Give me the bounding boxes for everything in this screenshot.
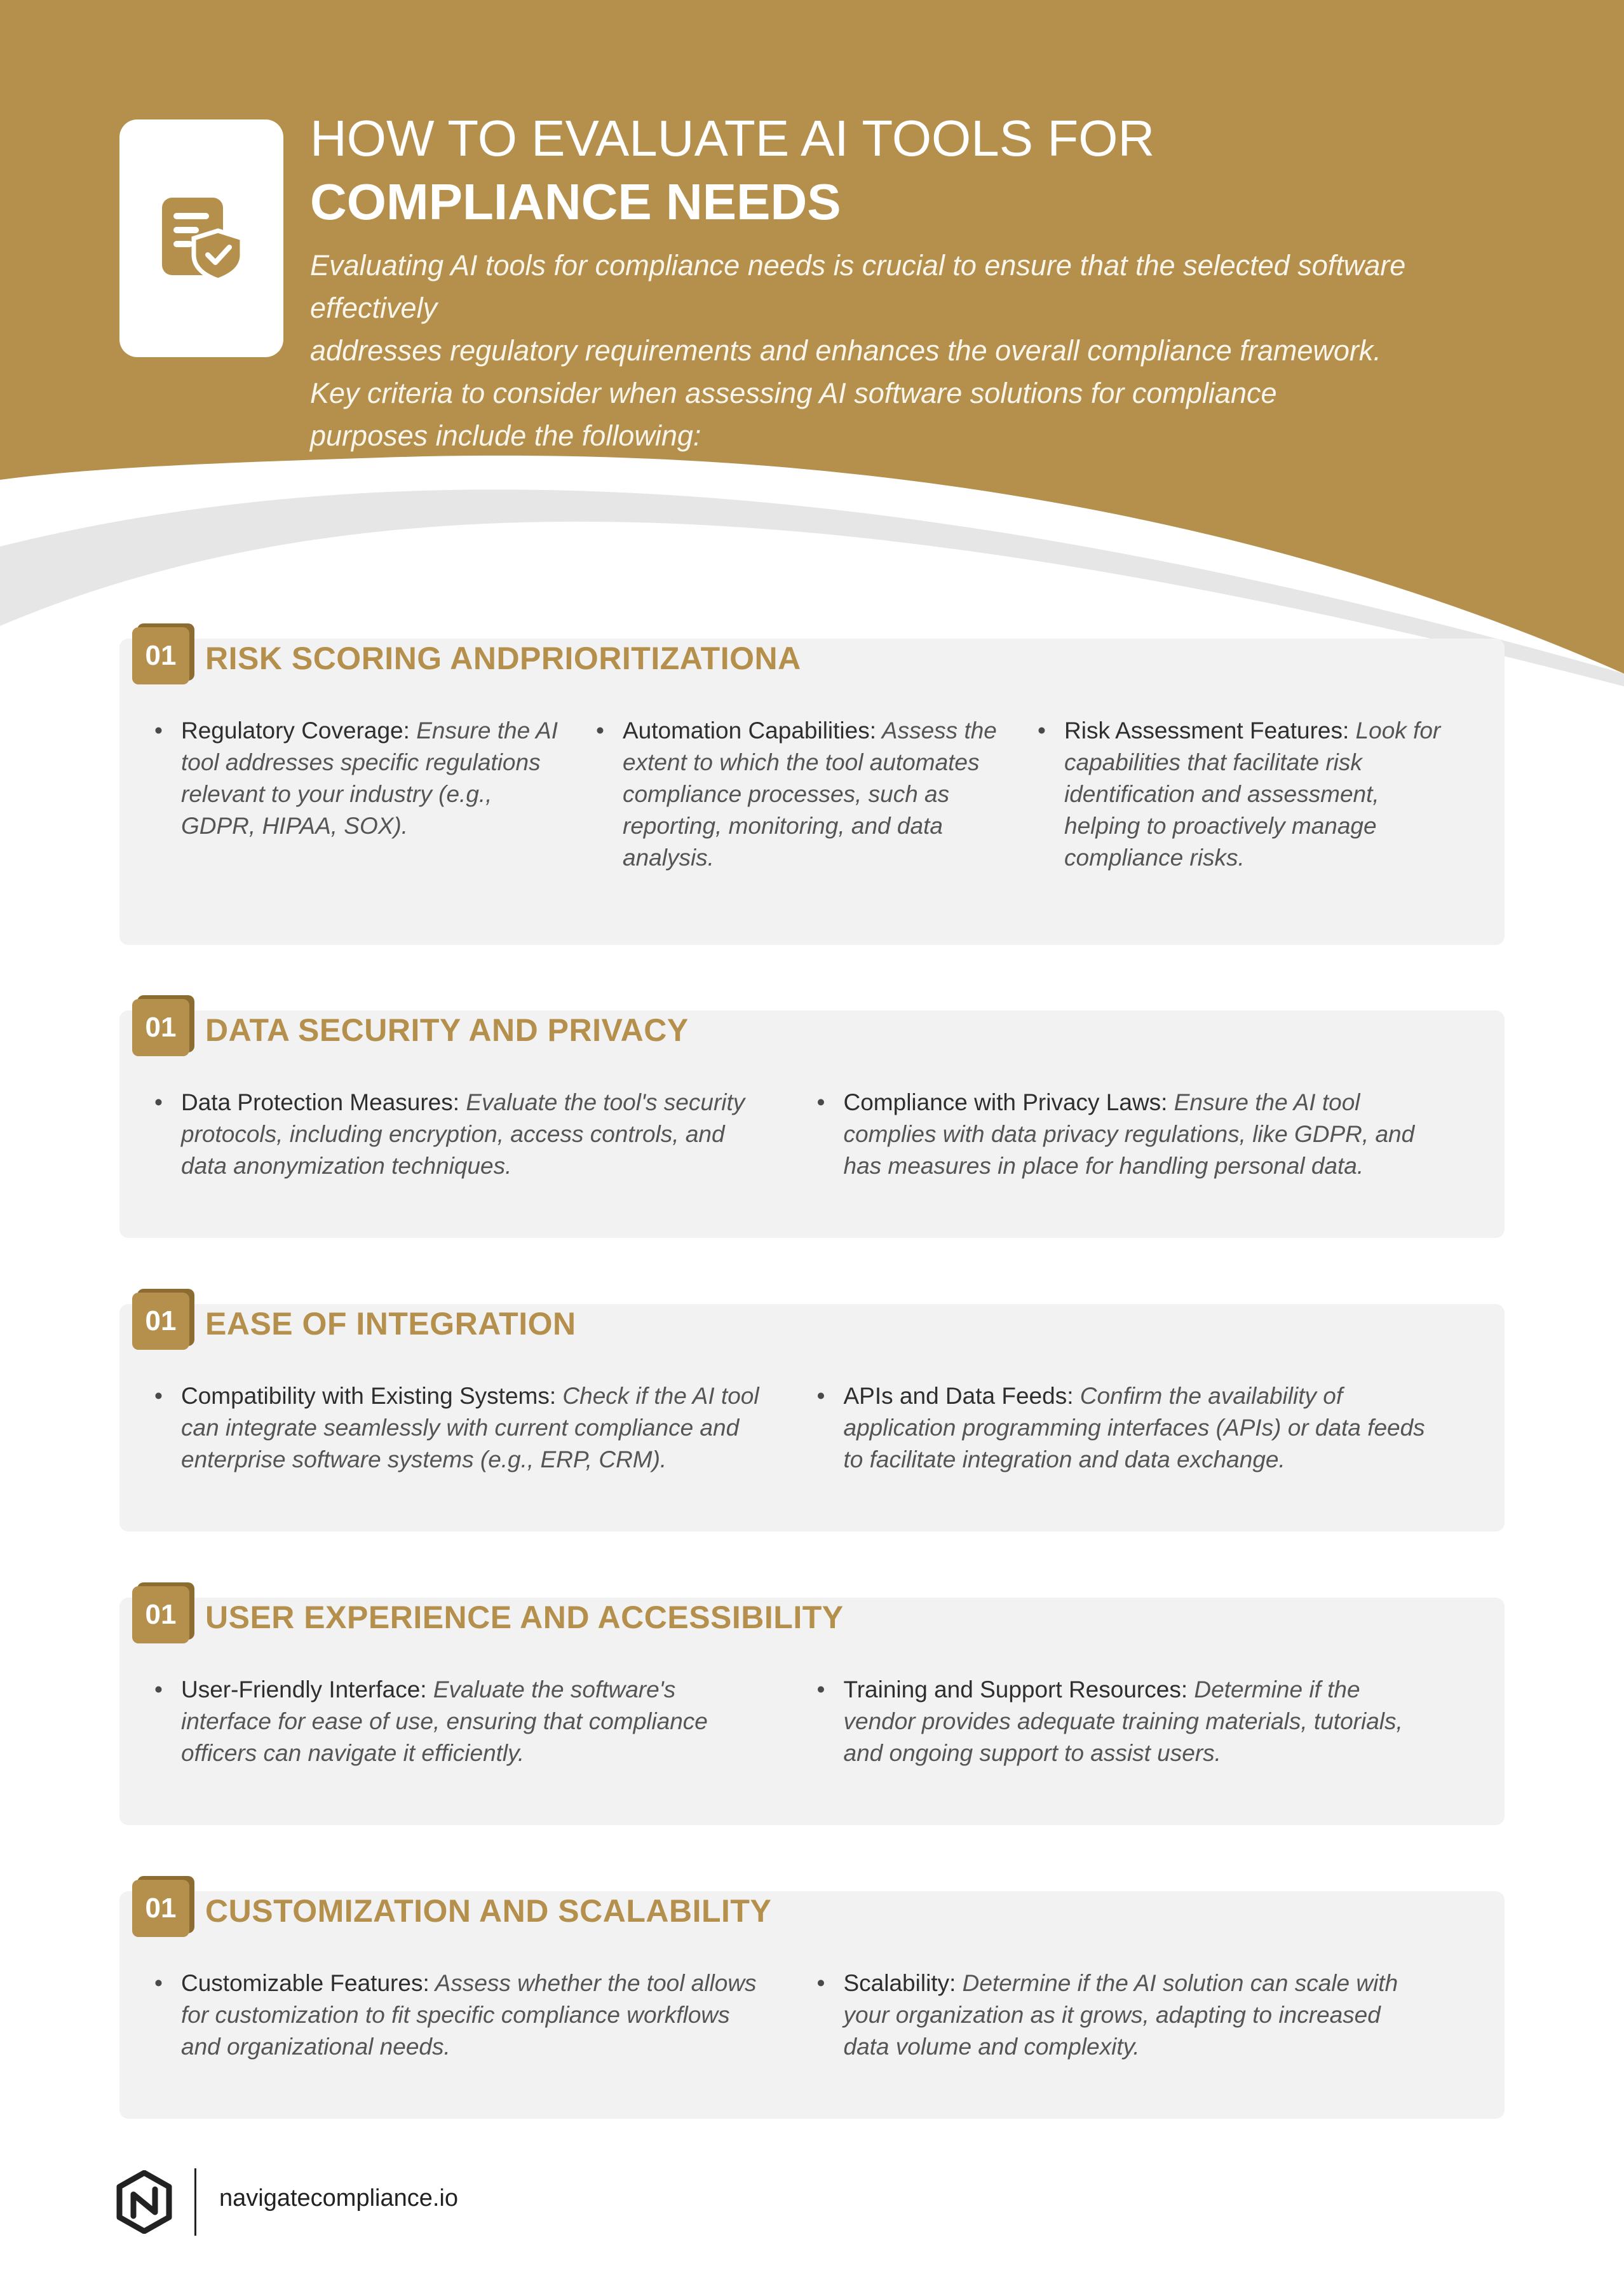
item-lead: Customizable Features: — [181, 1970, 430, 1996]
section-items — [154, 1087, 1479, 1182]
item-desc: Assess the extent to which the tool automates compliance processes, such as reporting, monitoring, and data analysis. — [623, 717, 997, 871]
section-number-badge: 01 — [132, 627, 189, 684]
item-desc: Confirm the availability of application programming interfaces (APIs) or data feeds to facilitate integration and data exchange. — [843, 1383, 1425, 1472]
item-desc: Evaluate the tool's security protocols, including encryption, access controls, and data anonymization techniques. — [181, 1089, 745, 1179]
item-lead: Regulatory Coverage: — [181, 717, 410, 744]
footer-website-link[interactable]: navigatecompliance.io — [219, 2185, 459, 2212]
document-shield-icon — [157, 194, 246, 283]
item-desc: Assess whether the tool allows for customization to fit specific compliance workflows and organizational needs. — [181, 1970, 757, 2060]
section-items — [154, 1380, 1479, 1476]
section-title: RISK SCORING ANDPRIORITIZATIONA — [205, 641, 801, 676]
item-lead: User-Friendly Interface: — [181, 1676, 427, 1703]
list-item — [154, 1087, 817, 1182]
section-title: EASE OF INTEGRATION — [205, 1306, 576, 1342]
section-title: CUSTOMIZATION AND SCALABILITY — [205, 1893, 772, 1929]
item-desc: Ensure the AI tool addresses specific regulations relevant to your industry (e.g., GDPR, HIPAA, SOX). — [181, 717, 558, 839]
item-lead: Compliance with Privacy Laws: — [843, 1089, 1168, 1115]
section-ease-of-integration — [119, 1304, 1505, 1532]
section-data-security — [119, 1010, 1505, 1238]
list-item — [154, 1380, 817, 1476]
item-desc: Ensure the AI tool complies with data privacy regulations, like GDPR, and has measures in place for handling personal data. — [843, 1089, 1415, 1179]
intro-line: Key criteria to consider when assessing AI software solutions for compliance — [310, 377, 1277, 409]
section-title: USER EXPERIENCE AND ACCESSIBILITY — [205, 1600, 844, 1635]
list-item — [154, 1968, 817, 2063]
item-desc: Determine if the AI solution can scale with your organization as it grows, adapting to increased data volume and complexity. — [843, 1970, 1398, 2060]
list-item — [817, 1087, 1480, 1182]
list-item — [817, 1674, 1480, 1769]
section-number-badge: 01 — [132, 1586, 189, 1643]
hero-icon-card — [119, 119, 283, 357]
item-desc: Look for capabilities that facilitate risk identification and assessment, helping to proactively manage compliance risks. — [1064, 717, 1441, 871]
item-lead: Compatibility with Existing Systems: — [181, 1383, 557, 1409]
item-lead: Risk Assessment Features: — [1064, 717, 1350, 744]
list-item — [1038, 715, 1479, 874]
section-items — [154, 715, 1479, 874]
section-title: DATA SECURITY AND PRIVACY — [205, 1012, 689, 1048]
header-text-block — [310, 107, 1517, 457]
intro-line: addresses regulatory requirements and enhances the overall compliance framework. — [310, 334, 1381, 367]
section-number-badge: 01 — [132, 1880, 189, 1937]
intro-paragraph — [310, 244, 1505, 457]
section-user-experience — [119, 1598, 1505, 1825]
page-title-line-2: COMPLIANCE NEEDS — [310, 173, 841, 230]
section-items — [154, 1968, 1479, 2063]
list-item — [596, 715, 1038, 874]
section-items — [154, 1674, 1479, 1769]
item-desc: Check if the AI tool can integrate seamlessly with current compliance and enterprise software systems (e.g., ERP, CRM). — [181, 1383, 759, 1472]
item-desc: Determine if the vendor provides adequate training materials, tutorials, and ongoing support to assist users. — [843, 1676, 1403, 1766]
item-lead: APIs and Data Feeds: — [843, 1383, 1074, 1409]
section-number-badge: 01 — [132, 999, 189, 1056]
item-lead: Training and Support Resources: — [843, 1676, 1188, 1703]
section-risk-scoring — [119, 639, 1505, 945]
intro-line: Evaluating AI tools for compliance needs is crucial to ensure that the selected software effectively — [310, 249, 1406, 324]
section-number-badge: 01 — [132, 1293, 189, 1350]
section-customization — [119, 1891, 1505, 2119]
list-item — [154, 1674, 817, 1769]
item-lead: Scalability: — [843, 1970, 956, 1996]
page-title-line-1: HOW TO EVALUATE AI TOOLS FOR — [310, 110, 1155, 167]
item-lead: Data Protection Measures: — [181, 1089, 460, 1115]
list-item — [817, 1380, 1480, 1476]
list-item — [154, 715, 596, 874]
footer-divider — [194, 2168, 196, 2236]
list-item — [817, 1968, 1480, 2063]
item-desc: Evaluate the software's interface for ease of use, ensuring that compliance officers can navigate it efficiently. — [181, 1676, 708, 1766]
intro-line: purposes include the following: — [310, 419, 701, 452]
item-lead: Automation Capabilities: — [623, 717, 876, 744]
navigate-compliance-logo-icon[interactable] — [116, 2170, 173, 2234]
